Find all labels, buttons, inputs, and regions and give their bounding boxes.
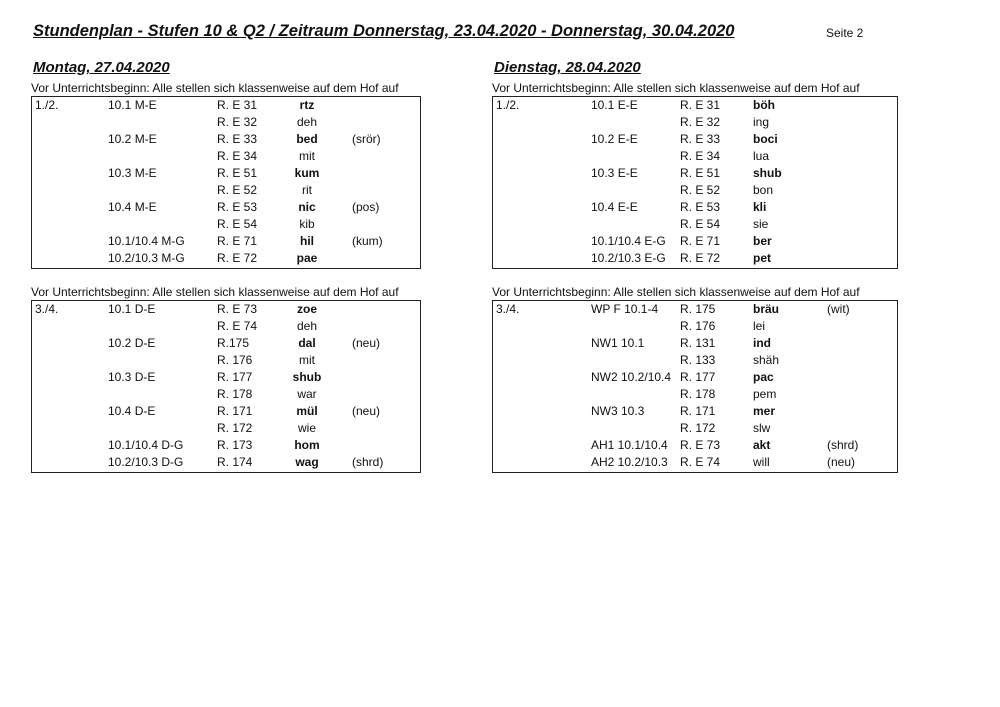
schedule-table [31,300,421,473]
teacher-cell: wag [295,455,319,469]
remark-cell: (shrd) [827,438,859,452]
teacher-cell: mer [753,404,776,418]
teacher-cell: rit [302,183,312,197]
table-row [32,216,420,233]
teacher-cell: hil [300,234,314,248]
room-cell: R. 133 [680,353,716,367]
table-row [32,301,420,318]
table-row [493,131,897,148]
teacher-cell: kli [753,200,767,214]
class-cell: 10.1 M-E [108,98,157,112]
room-cell: R. 177 [217,370,253,384]
room-cell: R. E 32 [217,115,258,129]
class-cell: NW2 10.2/10.4 [591,370,672,384]
table-row [32,403,420,420]
class-cell: AH2 10.2/10.3 [591,455,668,469]
day-heading: Montag, 27.04.2020 [33,59,170,76]
teacher-cell: war [297,387,317,401]
remark-cell: (kum) [352,234,383,248]
table-row [493,114,897,131]
table-row [32,437,420,454]
teacher-cell: akt [753,438,771,452]
teacher-cell: dal [298,336,316,350]
teacher-cell: pac [753,370,774,384]
room-cell: R. E 72 [217,251,258,265]
teacher-cell: sie [753,217,769,231]
table-row [32,369,420,386]
page-title: Stundenplan - Stufen 10 & Q2 / Zeitraum Donnerstag, 23.04.2020 - Donnerstag, 30.04.2020 [33,22,735,40]
class-cell: 10.2 M-E [108,132,157,146]
table-row [32,182,420,199]
table-row [493,454,897,471]
class-cell: 10.1 E-E [591,98,638,112]
class-cell: 10.2/10.3 D-G [108,455,184,469]
room-cell: R. E 71 [680,234,721,248]
schedule-table [31,96,421,269]
room-cell: R. E 54 [217,217,258,231]
table-row [493,165,897,182]
room-cell: R. E 33 [217,132,258,146]
room-cell: R. E 73 [217,302,258,316]
table-row [493,352,897,369]
period-cell: 3./4. [35,302,59,316]
table-row [32,131,420,148]
teacher-cell: lua [753,149,770,163]
teacher-cell: ber [753,234,772,248]
table-row [493,437,897,454]
teacher-cell: ind [753,336,771,350]
table-row [32,250,420,267]
teacher-cell: deh [296,319,318,333]
table-row [32,165,420,182]
teacher-cell: bon [753,183,774,197]
class-cell: 10.4 E-E [591,200,638,214]
room-cell: R. E 51 [680,166,721,180]
remark-cell: (wit) [827,302,850,316]
table-row [493,301,897,318]
room-cell: R. 174 [217,455,253,469]
remark-cell: (pos) [352,200,380,214]
assembly-note: Vor Unterrichtsbeginn: Alle stellen sich klassenweise auf dem Hof auf [492,285,860,299]
teacher-cell: slw [753,421,771,435]
table-row [32,352,420,369]
teacher-cell: kum [294,166,320,180]
remark-cell: (shrd) [352,455,384,469]
table-row [32,335,420,352]
teacher-cell: pet [753,251,771,265]
room-cell: R. E 53 [680,200,721,214]
room-cell: R. 177 [680,370,716,384]
schedule-table [492,300,898,473]
class-cell: 10.4 M-E [108,200,157,214]
assembly-note: Vor Unterrichtsbeginn: Alle stellen sich klassenweise auf dem Hof auf [31,285,399,299]
class-cell: NW3 10.3 [591,404,645,418]
class-cell: 10.1/10.4 D-G [108,438,184,452]
room-cell: R. E 34 [217,149,258,163]
table-row [493,335,897,352]
teacher-cell: mit [299,353,315,367]
class-cell: 10.2/10.3 E-G [591,251,666,265]
table-row [32,114,420,131]
room-cell: R. E 31 [680,98,721,112]
class-cell: 10.4 D-E [108,404,156,418]
remark-cell: (neu) [352,404,381,418]
room-cell: R. 131 [680,336,716,350]
teacher-cell: will [753,455,770,469]
room-cell: R. E 74 [680,455,721,469]
room-cell: R. 171 [680,404,716,418]
class-cell: 10.1/10.4 E-G [591,234,666,248]
room-cell: R. 172 [217,421,253,435]
room-cell: R. 171 [217,404,253,418]
class-cell: 10.3 D-E [108,370,156,384]
teacher-cell: wie [297,421,316,435]
class-cell: 10.2 D-E [108,336,156,350]
class-cell: WP F 10.1-4 [591,302,659,316]
room-cell: R.175 [217,336,250,350]
table-row [493,420,897,437]
teacher-cell: mit [299,149,315,163]
period-cell: 1./2. [35,98,59,112]
room-cell: R. E 73 [680,438,721,452]
teacher-cell: zoe [296,302,317,316]
room-cell: R. 178 [217,387,253,401]
teacher-cell: bed [296,132,318,146]
table-row [493,318,897,335]
table-row [493,148,897,165]
teacher-cell: lei [753,319,766,333]
class-cell: 10.2 E-E [591,132,638,146]
teacher-cell: ing [753,115,770,129]
table-row [493,369,897,386]
teacher-cell: bräu [753,302,780,316]
teacher-cell: hom [294,438,320,452]
class-cell: 10.2/10.3 M-G [108,251,185,265]
table-row [32,199,420,216]
room-cell: R. E 34 [680,149,721,163]
class-cell: 10.3 E-E [591,166,638,180]
page-number: Seite 2 [826,26,864,40]
teacher-cell: rtz [299,98,315,112]
table-row [493,233,897,250]
table-row [32,318,420,335]
day-heading: Dienstag, 28.04.2020 [494,59,641,76]
teacher-cell: shub [292,370,322,384]
remark-cell: (neu) [827,455,856,469]
teacher-cell: kib [299,217,315,231]
teacher-cell: shub [753,166,782,180]
table-row [493,386,897,403]
table-row [493,216,897,233]
teacher-cell: böh [753,98,775,112]
table-row [32,233,420,250]
class-cell: AH1 10.1/10.4 [591,438,668,452]
teacher-cell: deh [296,115,318,129]
remark-cell: (neu) [352,336,381,350]
room-cell: R. E 32 [680,115,721,129]
room-cell: R. E 33 [680,132,721,146]
teacher-cell: nic [298,200,316,214]
room-cell: R. 176 [217,353,253,367]
room-cell: R. E 52 [680,183,721,197]
table-row [493,250,897,267]
class-cell: 10.3 M-E [108,166,157,180]
class-cell: NW1 10.1 [591,336,645,350]
teacher-cell: boci [753,132,778,146]
assembly-note: Vor Unterrichtsbeginn: Alle stellen sich klassenweise auf dem Hof auf [492,81,860,95]
room-cell: R. E 52 [217,183,258,197]
table-row [32,454,420,471]
assembly-note: Vor Unterrichtsbeginn: Alle stellen sich klassenweise auf dem Hof auf [31,81,399,95]
table-row [493,403,897,420]
period-cell: 3./4. [496,302,520,316]
room-cell: R. E 31 [217,98,258,112]
table-row [493,97,897,114]
room-cell: R. 178 [680,387,716,401]
table-row [32,97,420,114]
table-row [32,386,420,403]
teacher-cell: shäh [753,353,780,367]
remark-cell: (srör) [352,132,381,146]
room-cell: R. E 54 [680,217,721,231]
table-row [32,148,420,165]
period-cell: 1./2. [496,98,520,112]
table-row [493,182,897,199]
room-cell: R. 172 [680,421,716,435]
teacher-cell: pem [753,387,777,401]
room-cell: R. 173 [217,438,253,452]
room-cell: R. 175 [680,302,716,316]
room-cell: R. E 51 [217,166,258,180]
room-cell: R. E 74 [217,319,258,333]
room-cell: R. 176 [680,319,716,333]
room-cell: R. E 53 [217,200,258,214]
class-cell: 10.1/10.4 M-G [108,234,185,248]
teacher-cell: mül [296,404,318,418]
teacher-cell: pae [296,251,318,265]
schedule-table [492,96,898,269]
table-row [493,199,897,216]
room-cell: R. E 71 [217,234,258,248]
room-cell: R. E 72 [680,251,721,265]
class-cell: 10.1 D-E [108,302,156,316]
table-row [32,420,420,437]
